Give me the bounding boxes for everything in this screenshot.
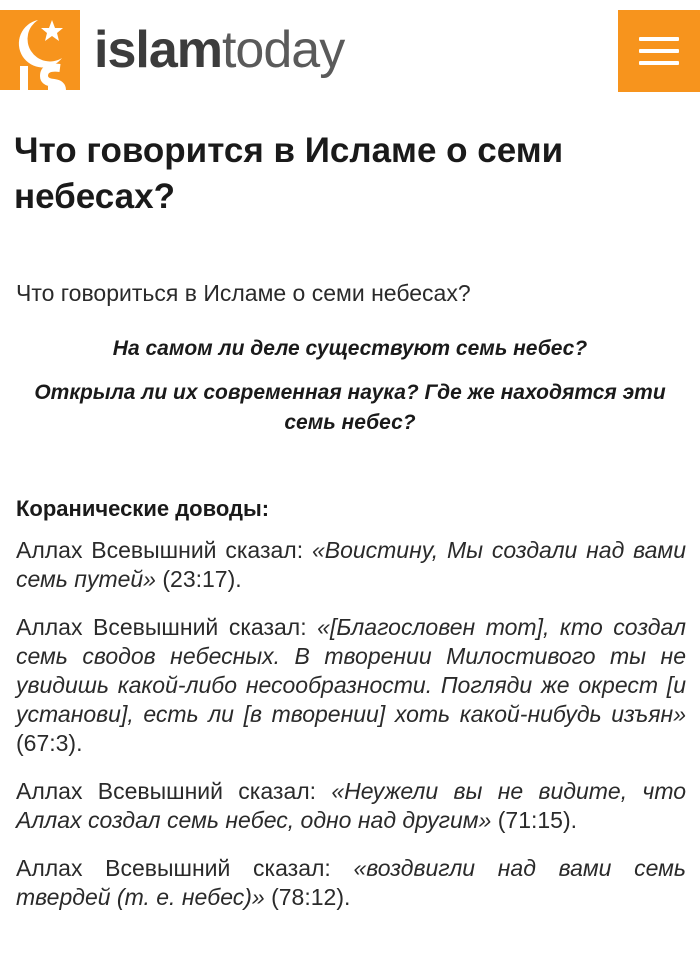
verse-reference: (23:17). xyxy=(155,566,242,592)
verse-quote: «Неужели вы не видите, что Аллах создал семь небес, одно над другим» xyxy=(16,778,687,833)
article-lead: Что говориться в Исламе о семи небесах? xyxy=(16,280,471,306)
question-1: На самом ли деле существуют семь небес? xyxy=(112,337,588,360)
verse-quote: «воздвигли над вами семь твердей (т. е. небес)» xyxy=(16,855,686,910)
verse-intro: Аллах Всевышний сказал: xyxy=(16,855,354,881)
question-2: Открыла ли их современная наука? Где же находятся эти семь небес? xyxy=(34,381,666,434)
verse-intro: Аллах Всевышний сказал: xyxy=(16,614,318,640)
logo-wordmark-light: today xyxy=(221,21,345,79)
article xyxy=(14,128,686,912)
verse-paragraph xyxy=(16,854,686,912)
verse-paragraph xyxy=(16,613,686,758)
verse-quote: «[Благословен тот], кто создал семь сводов небесных. В творении Милостивого ты не увидишь какой-либо несообразности. Погляди же окрест [и установи], есть ли [в творении] хоть какой-нибудь изъян» xyxy=(16,614,686,727)
logo-mark-icon xyxy=(0,10,80,90)
hamburger-icon xyxy=(639,37,679,65)
site-header xyxy=(0,0,700,100)
logo-wordmark-bold: islam xyxy=(94,21,222,79)
verse-intro: Аллах Всевышний сказал: xyxy=(16,778,332,804)
site-logo[interactable] xyxy=(0,10,344,90)
verse-intro: Аллах Всевышний сказал: xyxy=(16,537,312,563)
section-heading: Коранические доводы: xyxy=(16,496,270,521)
verse-quote: «Воистину, Мы создали над вами семь путей» xyxy=(16,537,686,592)
verse-reference: (78:12). xyxy=(264,884,351,910)
logo-wordmark xyxy=(94,21,345,79)
menu-button[interactable] xyxy=(618,10,700,92)
verse-reference: (71:15). xyxy=(491,807,578,833)
page-title: Что говорится в Исламе о семи небесах? xyxy=(14,131,564,216)
verse-paragraph xyxy=(16,777,686,835)
verse-paragraph xyxy=(16,536,686,594)
verse-reference: (67:3). xyxy=(16,730,83,756)
